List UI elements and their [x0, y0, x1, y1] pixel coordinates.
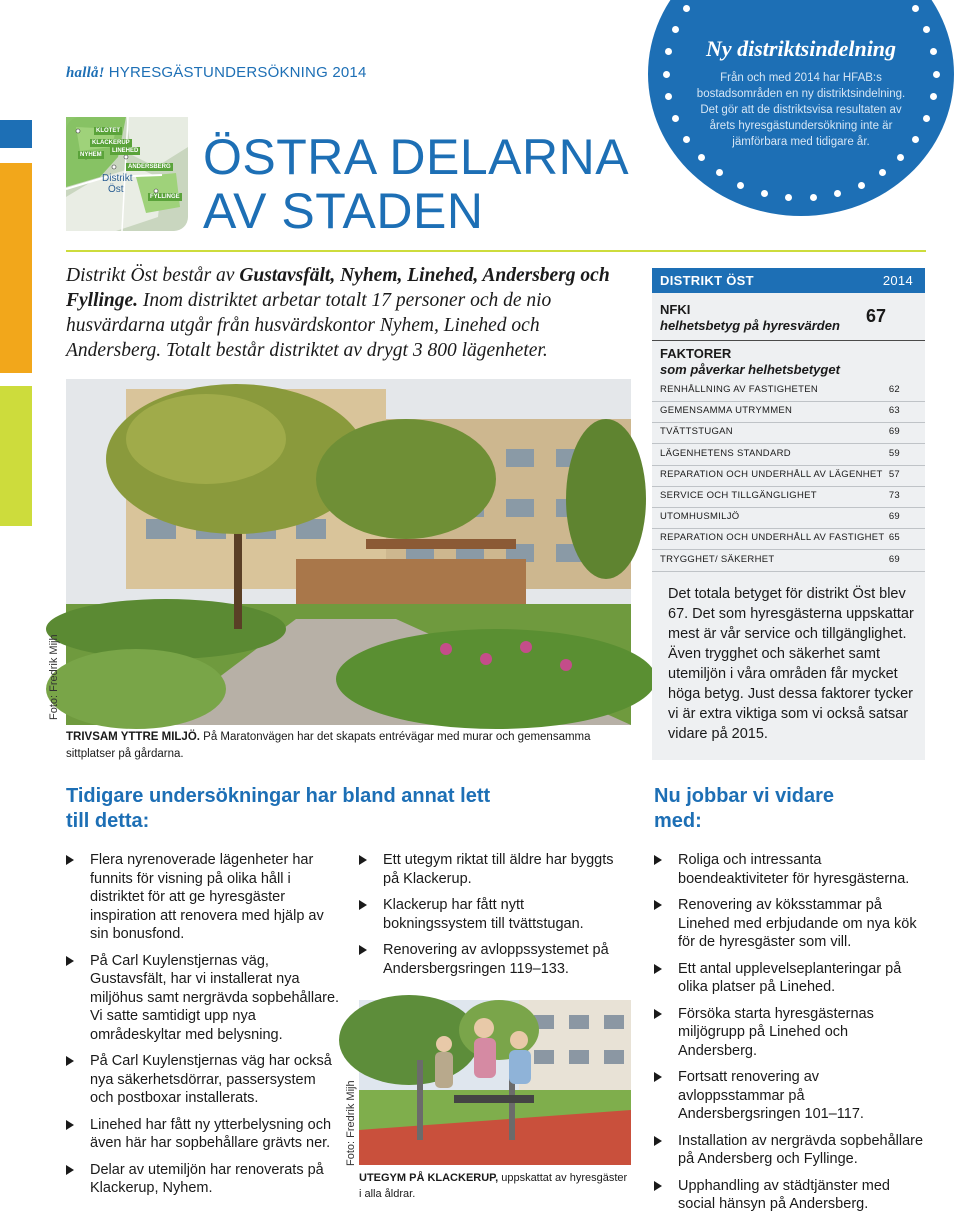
factor-value: 63 — [888, 405, 900, 417]
arrow-icon — [66, 1120, 74, 1130]
list-item — [66, 952, 342, 1045]
arrow-icon — [359, 855, 367, 865]
caption-main-lead: TRIVSAM YTTRE MILJÖ. — [66, 731, 200, 743]
factor-separator — [652, 571, 925, 572]
caption-main-text: På Maratonvägen har det skapats entrévägar med murar och gemensamma sittplatser på gårdarna. — [66, 731, 591, 760]
decorative-dot — [683, 5, 690, 12]
factor-label: SERVICE OCH TILLGÄNGLIGHET — [660, 490, 817, 501]
decorative-dot — [933, 71, 940, 78]
kicker-text: HYRESGÄSTUNDERSÖKNING 2014 — [108, 64, 367, 81]
map-label-nyhem: NYHEM — [80, 152, 102, 158]
factor-label: REPARATION OCH UNDERHÅLL AV LÄGENHET — [660, 468, 883, 480]
district-map — [66, 117, 188, 231]
arrow-icon — [654, 1136, 662, 1146]
factor-label: GEMENSAMMA UTRYMMEN — [660, 405, 793, 417]
list-item-text: Försöka starta hyresgästernas miljögrupp på Linehed och Andersberg. — [678, 1005, 874, 1059]
list-item — [359, 851, 631, 888]
factors-subtitle: som påverkar helhetsbetyget — [660, 362, 840, 377]
list-item — [654, 1068, 924, 1124]
now-heading-line2: med: — [654, 810, 702, 832]
factor-value: 69 — [888, 553, 900, 565]
factor-label: TVÄTTSTUGAN — [660, 426, 733, 438]
decorative-dot — [912, 136, 919, 143]
side-accent-lime — [0, 386, 32, 526]
panel-district: DISTRIKT ÖST — [660, 273, 754, 288]
arrow-icon — [654, 1072, 662, 1082]
previous-list-col2 — [359, 851, 631, 978]
factor-label: TRYGGHET/ SÄKERHET — [660, 553, 775, 565]
factor-value: 59 — [888, 447, 900, 459]
decorative-dot — [858, 182, 865, 189]
results-panel-header — [652, 268, 925, 293]
factor-separator — [652, 401, 925, 402]
outdoor-gym-photo — [359, 1000, 631, 1165]
map-label-linehed: LINEHED — [112, 148, 139, 154]
list-item-text: Klackerup har fått nytt bokningssystem till tvättstugan. — [383, 897, 584, 932]
factor-separator — [652, 422, 925, 423]
arrow-icon — [654, 855, 662, 865]
page-title — [203, 130, 629, 238]
list-item — [66, 851, 342, 944]
list-item — [654, 851, 924, 888]
factor-separator — [652, 549, 925, 550]
caption-small-lead: UTEGYM PÅ KLACKERUP, — [359, 1172, 499, 1184]
list-item — [654, 1132, 924, 1169]
map-label-fyllinge: FYLLINGE — [150, 194, 180, 200]
list-item-text: Renovering av köksstammar på Linehed med erbjudande om nya kök för de hyresgäster som vill. — [678, 897, 917, 950]
factor-label: REPARATION OCH UNDERHÅLL AV FASTIGHET — [660, 532, 885, 544]
list-item-text: Installation av nergrävda sopbehållare på Andersberg och Fyllinge. — [678, 1132, 924, 1167]
nfki-subtitle: helhetsbetyg på hyresvärden — [660, 318, 840, 333]
arrow-icon — [66, 956, 74, 966]
list-item-text: Roliga och intressanta boendeaktiviteter för hyresgästerna. — [678, 852, 910, 887]
list-item-text: På Carl Kuylenstjernas väg, Gustavsfält, har vi installerat nya miljöhus samt nergrävda sopbehållare. Vi satte samtidigt upp nya områdeskyltar med belysning. — [90, 952, 340, 1043]
factor-separator — [652, 465, 925, 466]
factor-value: 69 — [888, 426, 900, 438]
nfki-score: 67 — [866, 306, 887, 326]
side-accent-blue — [0, 120, 32, 148]
photo-credit-small: Foto: Fredrik Mijh — [345, 1080, 357, 1166]
intro-rest: Inom distriktet arbetar totalt 17 personer och de nio husvärdarna utgår från husvärdskontor Nyhem, Linehed och Andersberg. Totalt består distriktet av drygt 3 800 lägenheter. — [66, 290, 552, 361]
circle-text: Från och med 2014 har HFAB:s bostadsområden en ny distriktsindelning. Det gör att de distriktsvisa resultaten av årets hyresgästundersökning inte är jämförbara med tidigare år. — [696, 72, 906, 148]
decorative-dot — [737, 182, 744, 189]
list-item-text: Flera nyrenoverade lägenheter har funnits för visning på olika håll i distriktet för att ge hyresgäster inspiration att renovera med hjälp av sin bonusfond. — [90, 852, 324, 942]
list-item — [654, 1005, 924, 1061]
arrow-icon — [359, 900, 367, 910]
decorative-dot — [785, 194, 792, 201]
factor-separator — [652, 486, 925, 487]
factor-separator — [652, 443, 925, 444]
now-heading-line1: Nu jobbar vi vidare — [654, 785, 835, 807]
list-item — [654, 1177, 924, 1214]
list-item — [359, 941, 631, 978]
list-item — [66, 1116, 342, 1153]
courtyard-photo — [66, 379, 631, 725]
list-item-text: Fortsatt renovering av avloppsstammar på Andersbergsringen 101–117. — [678, 1069, 864, 1122]
photo-caption-small — [359, 1170, 631, 1202]
photo-credit-main: Foto: Fredrik Mijh — [48, 634, 60, 720]
list-item — [359, 896, 631, 933]
header-kicker — [66, 64, 367, 82]
list-item-text: Renovering av avloppssystemet på Andersbergsringen 119–133. — [383, 942, 609, 977]
header-rule — [66, 250, 926, 252]
now-heading — [654, 784, 834, 834]
map-district-label — [102, 173, 133, 195]
list-item-text: På Carl Kuylenstjernas väg har också nya säkerhetsdörrar, passersystem och postboxar installerats. — [90, 1053, 332, 1106]
list-item — [654, 960, 924, 997]
nfki-title: NFKI — [660, 302, 691, 317]
list-item-text: Delar av utemiljön har renoverats på Klackerup, Nyhem. — [90, 1161, 324, 1196]
previous-heading-line1: Tidigare undersökningar har bland annat lett — [66, 785, 491, 807]
map-label-andersberg: ANDERSBERG — [128, 164, 171, 170]
decorative-dot — [672, 26, 679, 33]
list-item — [66, 1161, 342, 1198]
arrow-icon — [654, 900, 662, 910]
previous-list-col1 — [66, 851, 342, 1198]
panel-summary: Det totala betyget för distrikt Öst blev 67. Det som hyresgästerna uppskattar mest är vår service och tillgänglighet. Även trygghet och säkerhet samt utemiljön i våra områden får mycket höga betyg. Just dessa faktorer tycker vi är extra viktiga som vi också satsar vidare på 2015. — [668, 586, 914, 742]
factor-label: RENHÅLLNING AV FASTIGHETEN — [660, 384, 819, 395]
factor-value: 65 — [888, 532, 900, 544]
decorative-dot — [810, 194, 817, 201]
arrow-icon — [66, 1165, 74, 1175]
map-label-klotet: KLOTET — [96, 128, 120, 134]
courtyard-photo-illustration — [66, 379, 631, 725]
decorative-dot — [683, 136, 690, 143]
outdoor-gym-illustration — [359, 1000, 631, 1165]
factor-value: 73 — [888, 490, 900, 501]
intro-areas: Gustavsfält, Nyhem, Linehed, Andersberg och Fyllinge. — [66, 265, 610, 311]
panel-year: 2014 — [882, 273, 913, 288]
arrow-icon — [654, 1181, 662, 1191]
decorative-dot — [663, 71, 670, 78]
factor-value: 69 — [888, 511, 900, 523]
arrow-icon — [654, 1009, 662, 1019]
title-line-1: ÖSTRA DELARNA — [203, 129, 630, 185]
decorative-dot — [672, 115, 679, 122]
arrow-icon — [654, 964, 662, 974]
previous-heading-line2: till detta: — [66, 810, 150, 832]
previous-heading — [66, 784, 490, 834]
arrow-icon — [66, 1056, 74, 1066]
decorative-dot — [698, 154, 705, 161]
list-item-text: Upphandling av städtjänster med social hänsyn på Andersberg. — [678, 1177, 890, 1212]
factors-title: FAKTORER — [660, 346, 732, 361]
map-district-line2: Öst — [108, 184, 124, 195]
factor-value: 57 — [888, 468, 900, 480]
factor-separator — [652, 507, 925, 508]
factor-separator — [652, 528, 925, 529]
factor-label: LÄGENHETENS STANDARD — [660, 447, 791, 459]
caption-small-text: uppskattat av hyresgäster i alla åldrar. — [359, 1172, 628, 1200]
photo-caption-main — [66, 729, 632, 763]
decorative-dot — [665, 48, 672, 55]
arrow-icon — [66, 855, 74, 865]
panel-divider — [652, 340, 925, 341]
map-district-line1: Distrikt — [102, 173, 133, 184]
decorative-dot — [930, 48, 937, 55]
title-line-2: AV STADEN — [203, 183, 484, 239]
circle-title: Ny distriktsindelning — [705, 36, 897, 61]
brand-name: hallå! — [66, 65, 105, 81]
list-item-text: Ett antal upplevelseplanteringar på olika platser på Linehed. — [678, 960, 902, 995]
list-item-text: Linehed har fått ny ytterbelysning och även här har sopbehållare grävts ner. — [90, 1116, 332, 1151]
decorative-dot — [761, 190, 768, 197]
list-item — [654, 896, 924, 952]
map-label-klackerup: KLACKERUP — [92, 140, 130, 146]
arrow-icon — [359, 945, 367, 955]
factor-value: 62 — [888, 384, 900, 395]
intro-lead: Distrikt Öst består av — [66, 265, 240, 286]
factor-label: UTOMHUSMILJÖ — [660, 511, 740, 523]
list-item-text: Ett utegym riktat till äldre har byggts på Klackerup. — [383, 852, 614, 887]
list-item — [66, 1052, 342, 1108]
now-list — [654, 851, 924, 1214]
side-accent-orange — [0, 163, 32, 373]
intro-paragraph — [66, 263, 632, 363]
